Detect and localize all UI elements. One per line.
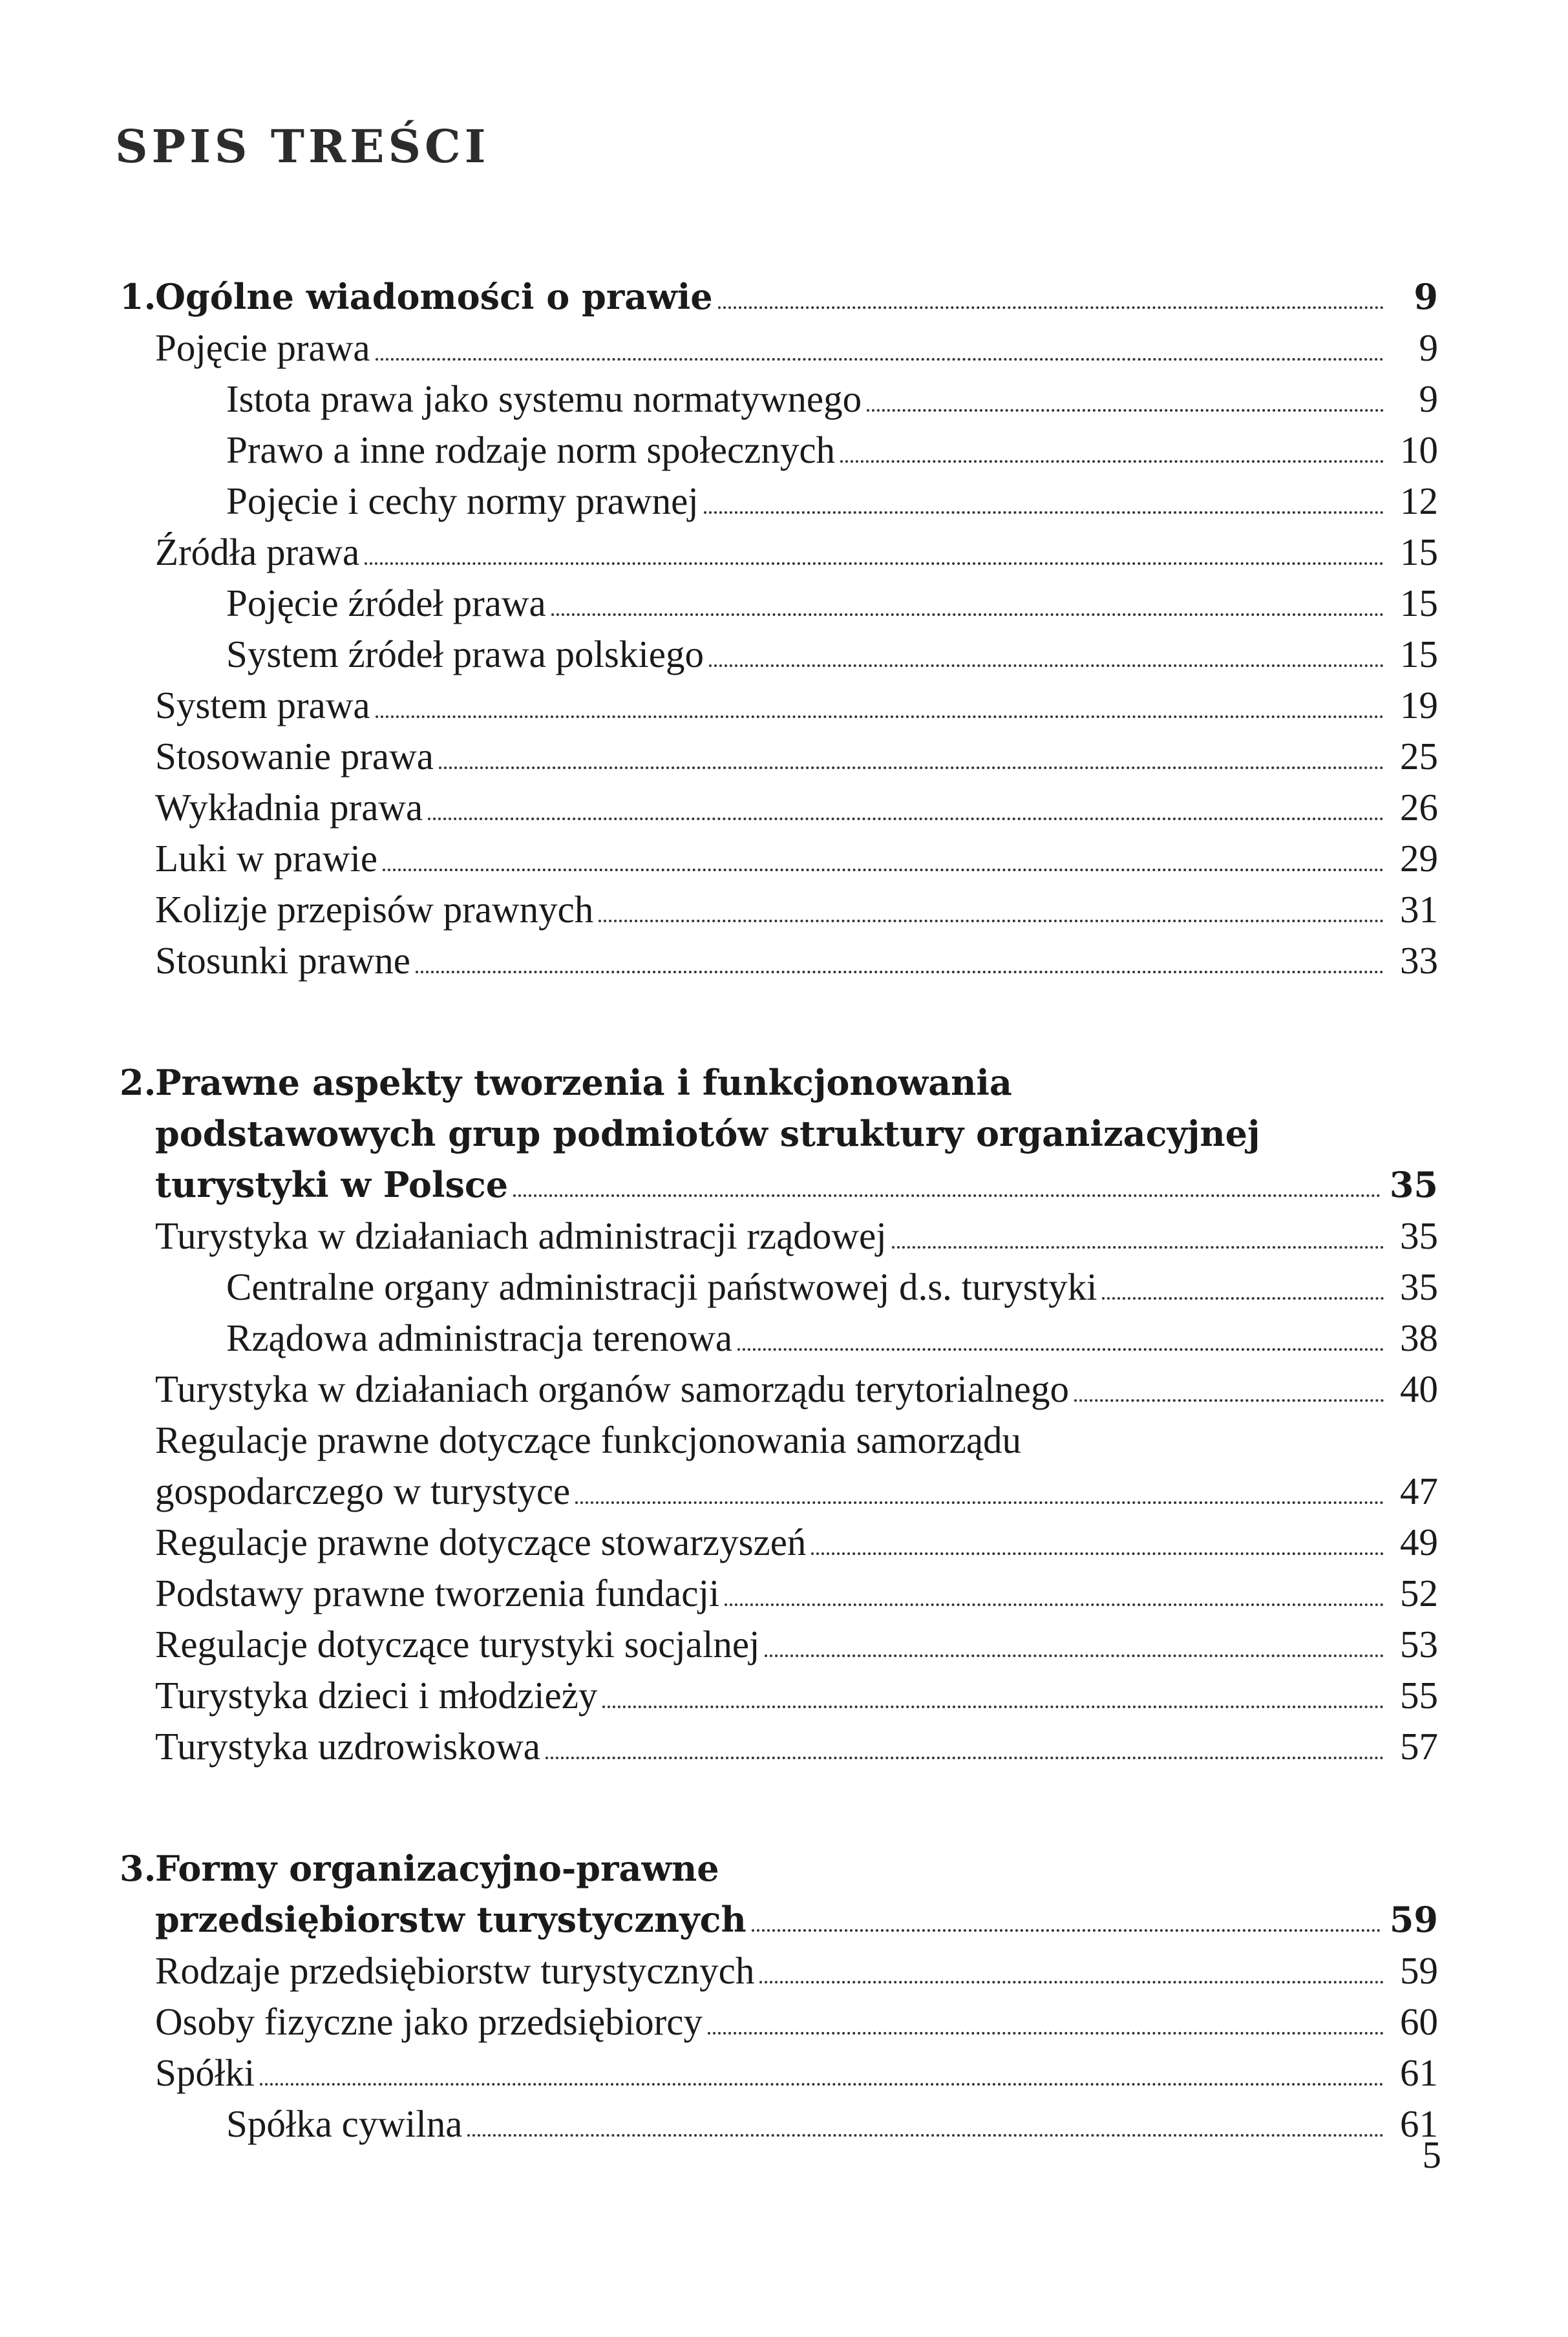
toc-entry [120, 782, 1438, 833]
dot-leader [416, 971, 1384, 973]
toc-entry-title: Stosunki prawne [155, 939, 410, 982]
dot-leader [709, 664, 1384, 667]
page-title: SPIS TREŚCI [115, 120, 490, 173]
toc-entry [120, 680, 1438, 731]
toc-entry-page-number: 15 [1400, 582, 1438, 624]
toc-entry [120, 425, 1438, 476]
toc-entry-title: Spółki [155, 2051, 255, 2094]
dot-leader [439, 767, 1384, 769]
dot-leader [737, 1348, 1384, 1351]
toc-entry-title: Regulacje prawne dotyczące funkcjonowania samorządu [155, 1419, 1022, 1461]
toc-entry-title: Centralne organy administracji państwowej d.s. turystyki [226, 1265, 1097, 1308]
toc-entry-page-number: 19 [1400, 684, 1438, 726]
toc-entry-title: System źródeł prawa polskiego [226, 633, 704, 675]
toc-entry [120, 629, 1438, 680]
toc-entry-title: Wykładnia prawa [155, 786, 423, 829]
toc-entry-page-number: 55 [1400, 1674, 1438, 1717]
toc-entry-page-number: 15 [1400, 531, 1438, 573]
toc-entry-title: gospodarczego w turystyce [155, 1470, 571, 1512]
chapter-page-number: 9 [1414, 276, 1438, 317]
toc-entry [120, 1517, 1438, 1568]
toc-entry [120, 731, 1438, 782]
toc-entry [120, 884, 1438, 935]
dot-leader [725, 1603, 1384, 1606]
toc-entry-title: Prawo a inne rodzaje norm społecznych [226, 428, 836, 471]
toc-entry-page-number: 29 [1400, 837, 1438, 880]
chapter-number: 3. [120, 1848, 156, 1889]
chapter-heading-line [120, 1159, 1438, 1211]
toc-entry [120, 2047, 1438, 2099]
toc-entry [120, 374, 1438, 425]
dot-leader [708, 2032, 1384, 2035]
toc-entry [120, 1313, 1438, 1364]
toc-entry [120, 2099, 1438, 2150]
dot-leader [260, 2083, 1384, 2086]
toc-entry-title: Rządowa administracja terenowa [226, 1317, 733, 1359]
toc-entry-page-number: 9 [1419, 326, 1438, 369]
toc-entry [120, 1466, 1438, 1517]
toc-entry-page-number: 47 [1400, 1470, 1438, 1512]
toc-entry-page-number: 57 [1400, 1725, 1438, 1768]
chapter-title: Ogólne wiadomości o prawie [155, 276, 713, 317]
chapter-heading-line [120, 1894, 1438, 1945]
toc-entry [120, 476, 1438, 527]
dot-leader [765, 1655, 1384, 1657]
toc-entry-page-number: 40 [1400, 1368, 1438, 1410]
dot-leader [428, 818, 1384, 820]
toc-entry-title: Pojęcie prawa [155, 326, 370, 369]
chapter-heading-line [120, 1843, 1438, 1894]
toc-chapter [120, 271, 1438, 986]
toc-entry [120, 1211, 1438, 1262]
toc-entry [120, 1619, 1438, 1670]
toc-entry-page-number: 15 [1400, 633, 1438, 675]
toc-entry-page-number: 33 [1400, 939, 1438, 982]
dot-leader [546, 1757, 1384, 1759]
toc-entry [120, 1721, 1438, 1772]
toc-chapter [120, 1057, 1438, 1772]
dot-leader [551, 613, 1384, 616]
dot-leader [752, 1929, 1381, 1932]
toc-entry-page-number: 31 [1400, 888, 1438, 931]
toc-entry-title: Stosowanie prawa [155, 735, 434, 777]
chapter-heading-line [120, 271, 1438, 323]
toc-chapter [120, 1843, 1438, 2150]
dot-leader [892, 1246, 1384, 1249]
toc-entry [120, 1945, 1438, 1996]
toc-entry [120, 323, 1438, 374]
dot-leader [383, 869, 1384, 871]
toc-entry-title: Pojęcie źródeł prawa [226, 582, 546, 624]
toc-entry-title: Turystyka w działaniach organów samorządu terytorialnego [155, 1368, 1069, 1410]
toc-entry [120, 1415, 1438, 1466]
toc-entry-page-number: 26 [1400, 786, 1438, 829]
toc-entry-page-number: 61 [1400, 2102, 1438, 2145]
dot-leader [704, 511, 1384, 514]
dot-leader [1074, 1399, 1384, 1402]
toc-entry-page-number: 53 [1400, 1623, 1438, 1666]
dot-leader [599, 920, 1384, 922]
toc-entry-page-number: 12 [1400, 480, 1438, 522]
toc-entry-page-number: 9 [1419, 377, 1438, 420]
dot-leader [840, 460, 1384, 463]
chapter-number: 2. [120, 1062, 156, 1103]
chapter-title: przedsiębiorstw turystycznych [155, 1899, 747, 1940]
toc-entry-title: Pojęcie i cechy normy prawnej [226, 480, 699, 522]
toc-entry-page-number: 25 [1400, 735, 1438, 777]
toc-entry-title: Spółka cywilna [226, 2102, 463, 2145]
page-number: 5 [1422, 2133, 1441, 2176]
chapter-title: turystyki w Polsce [155, 1164, 509, 1205]
toc-entry-title: Osoby fizyczne jako przedsiębiorcy [155, 2000, 703, 2043]
toc-entry-page-number: 35 [1400, 1265, 1438, 1308]
toc-entry-page-number: 61 [1400, 2051, 1438, 2094]
toc-entry-title: Luki w prawie [155, 837, 378, 880]
dot-leader [365, 562, 1384, 565]
toc-entry-title: Istota prawa jako systemu normatywnego [226, 377, 862, 420]
toc-entry-page-number: 59 [1400, 1949, 1438, 1992]
toc-entry [120, 1364, 1438, 1415]
chapter-title: Formy organizacyjno-prawne [155, 1848, 719, 1889]
toc-entry-title: Turystyka dzieci i młodzieży [155, 1674, 598, 1717]
dot-leader [602, 1706, 1384, 1708]
chapter-page-number: 35 [1389, 1164, 1438, 1205]
toc-entry-page-number: 10 [1400, 428, 1438, 471]
chapter-title: podstawowych grup podmiotów struktury organizacyjnej [155, 1113, 1260, 1154]
chapter-title: Prawne aspekty tworzenia i funkcjonowania [155, 1062, 1012, 1103]
toc-entry-title: Regulacje dotyczące turystyki socjalnej [155, 1623, 760, 1666]
dot-leader [513, 1194, 1381, 1197]
toc-entry-page-number: 35 [1400, 1214, 1438, 1257]
toc-entry [120, 578, 1438, 629]
toc-entry [120, 1262, 1438, 1313]
toc-entry [120, 1670, 1438, 1721]
chapter-number: 1. [120, 276, 156, 317]
toc-entry-title: Rodzaje przedsiębiorstw turystycznych [155, 1949, 755, 1992]
dot-leader [575, 1501, 1384, 1504]
toc-entry-title: System prawa [155, 684, 370, 726]
dot-leader [718, 306, 1384, 309]
toc-entry-title: Regulacje prawne dotyczące stowarzyszeń [155, 1521, 807, 1563]
dot-leader [867, 409, 1384, 412]
toc-entry [120, 833, 1438, 884]
toc-entry-page-number: 49 [1400, 1521, 1438, 1563]
toc-entry-title: Turystyka uzdrowiskowa [155, 1725, 540, 1768]
toc-entry [120, 527, 1438, 578]
dot-leader [376, 715, 1384, 718]
chapter-heading-line [120, 1108, 1438, 1159]
toc-entry [120, 1996, 1438, 2047]
table-of-contents [120, 271, 1438, 2221]
chapter-heading-line [120, 1057, 1438, 1108]
dot-leader [467, 2134, 1384, 2137]
toc-entry-page-number: 60 [1400, 2000, 1438, 2043]
dot-leader [759, 1981, 1384, 1983]
toc-entry [120, 1568, 1438, 1619]
toc-entry-page-number: 38 [1400, 1317, 1438, 1359]
toc-entry-title: Podstawy prawne tworzenia fundacji [155, 1572, 720, 1614]
dot-leader [1102, 1297, 1384, 1300]
toc-entry [120, 935, 1438, 986]
toc-entry-title: Kolizje przepisów prawnych [155, 888, 594, 931]
dot-leader [376, 358, 1384, 361]
toc-entry-title: Źródła prawa [155, 531, 360, 573]
dot-leader [811, 1552, 1384, 1555]
chapter-page-number: 59 [1389, 1899, 1438, 1940]
toc-entry-page-number: 52 [1400, 1572, 1438, 1614]
toc-entry-title: Turystyka w działaniach administracji rządowej [155, 1214, 887, 1257]
